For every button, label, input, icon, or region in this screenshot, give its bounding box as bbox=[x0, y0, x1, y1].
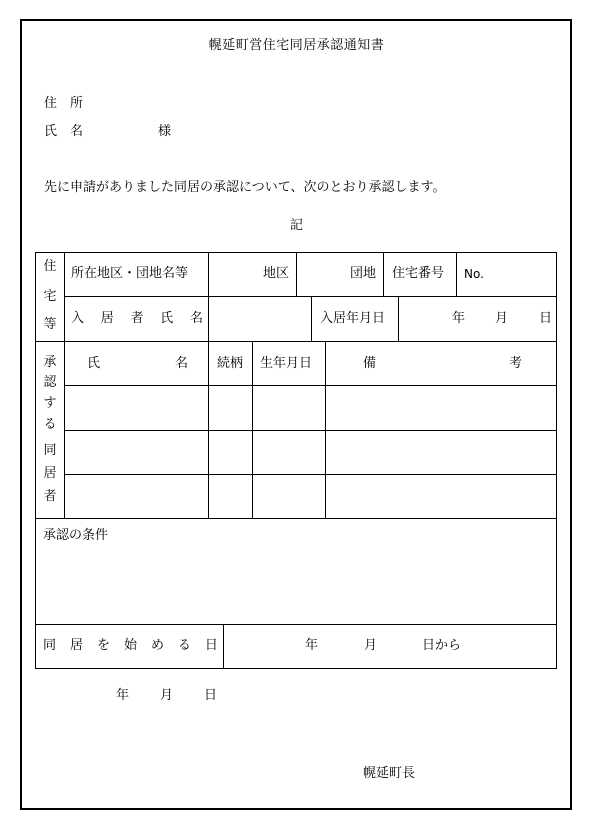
remarks-header-right: 考 bbox=[509, 356, 523, 371]
issue-year-unit: 年 bbox=[116, 688, 130, 703]
issuer-title: 幌延町長 bbox=[363, 766, 416, 781]
name-header-right: 名 bbox=[175, 356, 189, 371]
remarks-header-left: 備 bbox=[363, 356, 377, 371]
complex-suffix: 団地 bbox=[350, 266, 377, 281]
relation-header: 続柄 bbox=[217, 356, 244, 371]
start-year-unit: 年 bbox=[305, 638, 319, 653]
move-in-date-label: 入居年月日 bbox=[320, 311, 386, 326]
document-title: 幌延町営住宅同居承認通知書 bbox=[208, 38, 385, 53]
issue-month-unit: 月 bbox=[160, 688, 174, 703]
name-header-left: 氏 bbox=[87, 356, 101, 371]
address-label: 住 所 bbox=[44, 96, 84, 111]
tenant-name-label: 入 居 者 氏 名 bbox=[71, 311, 203, 326]
intro-text: 先に申請がありました同居の承認について、次のとおり承認します。 bbox=[44, 180, 446, 195]
move-in-day-unit: 日 bbox=[539, 311, 553, 326]
page-border bbox=[20, 19, 572, 810]
unit-number-label: 住宅番号 bbox=[392, 266, 445, 281]
ki-heading: 記 bbox=[290, 218, 304, 233]
number-prefix: No. bbox=[464, 267, 484, 281]
name-label: 氏 名 bbox=[44, 124, 84, 139]
district-suffix: 地区 bbox=[263, 266, 290, 281]
location-label: 所在地区・団地名等 bbox=[71, 266, 189, 281]
start-month-unit: 月 bbox=[364, 638, 378, 653]
start-day-unit: 日から bbox=[422, 638, 462, 653]
honorific-sama: 様 bbox=[158, 124, 172, 139]
conditions-label: 承認の条件 bbox=[43, 528, 109, 543]
birthdate-header: 生年月日 bbox=[260, 356, 313, 371]
issue-day-unit: 日 bbox=[204, 688, 218, 703]
move-in-month-unit: 月 bbox=[495, 311, 509, 326]
move-in-year-unit: 年 bbox=[452, 311, 466, 326]
start-date-label: 同 居 を 始 め る 日 bbox=[43, 638, 218, 653]
